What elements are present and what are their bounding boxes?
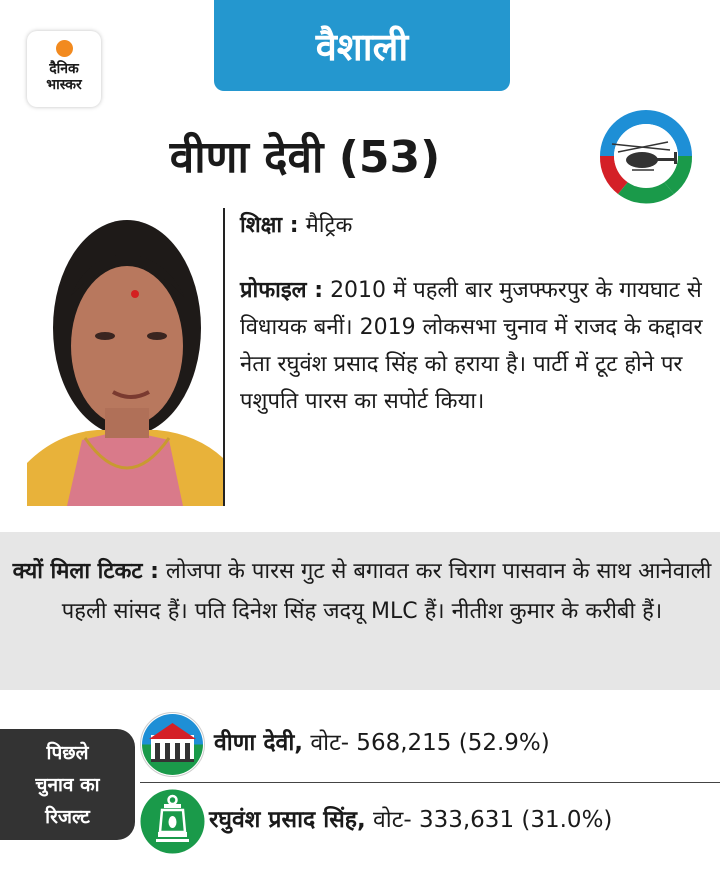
result-row-runner-up: [209, 802, 612, 834]
profile-label: प्रोफाइल :: [240, 278, 324, 303]
result-label-line1: पिछले: [46, 741, 89, 764]
result-label-line2: चुनाव का: [35, 773, 100, 796]
constituency-title: वैशाली: [214, 0, 510, 91]
logo-line1: दैनिक: [49, 61, 79, 77]
winner-votes: वोट- 568,215 (52.9%): [310, 730, 550, 756]
candidate-name: वीणा देवी (53): [169, 132, 441, 183]
result-row-winner: [214, 725, 550, 757]
winner-name: वीणा देवी,: [214, 730, 304, 756]
lantern-icon: [139, 788, 206, 855]
education-value: मैट्रिक: [305, 213, 353, 238]
previous-result-label: [0, 729, 135, 840]
sun-icon: [56, 40, 73, 57]
candidate-photo: [27, 208, 223, 506]
result-divider: [140, 782, 720, 783]
bungalow-icon: [139, 711, 206, 778]
ticket-text: लोजपा के पारस गुट से बगावत कर चिराग पासवान के साथ आनेवाली पहली सांसद हैं। पति दिनेश सिंह जदयू MLC हैं। नीतीश कुमार के करीबी हैं।: [61, 559, 712, 624]
vertical-divider: [223, 208, 225, 506]
runner-up-votes: वोट- 333,631 (31.0%): [373, 807, 613, 833]
profile-text: 2010 में पहली बार मुजफ्फरपुर के गायघाट से विधायक बनीं। 2019 लोकसभा चुनाव में राजद के कद्दावर नेता रघुवंश प्रसाद सिंह को हराया है। पार्टी में टूट होने पर पशुपति पारस का सपोर्ट किया।: [240, 278, 703, 414]
ticket-label: क्यों मिला टिकट :: [12, 559, 159, 584]
dainik-bhaskar-logo: [27, 31, 101, 107]
logo-line2: भास्कर: [46, 77, 82, 93]
ticket-reason: [12, 552, 712, 632]
education: [240, 211, 352, 241]
result-label-line3: रिजल्ट: [45, 805, 90, 828]
runner-up-name: रघुवंश प्रसाद सिंह,: [209, 807, 366, 833]
helicopter-party-icon: [598, 108, 694, 204]
education-label: शिक्षा :: [240, 213, 299, 238]
profile: [240, 272, 710, 420]
